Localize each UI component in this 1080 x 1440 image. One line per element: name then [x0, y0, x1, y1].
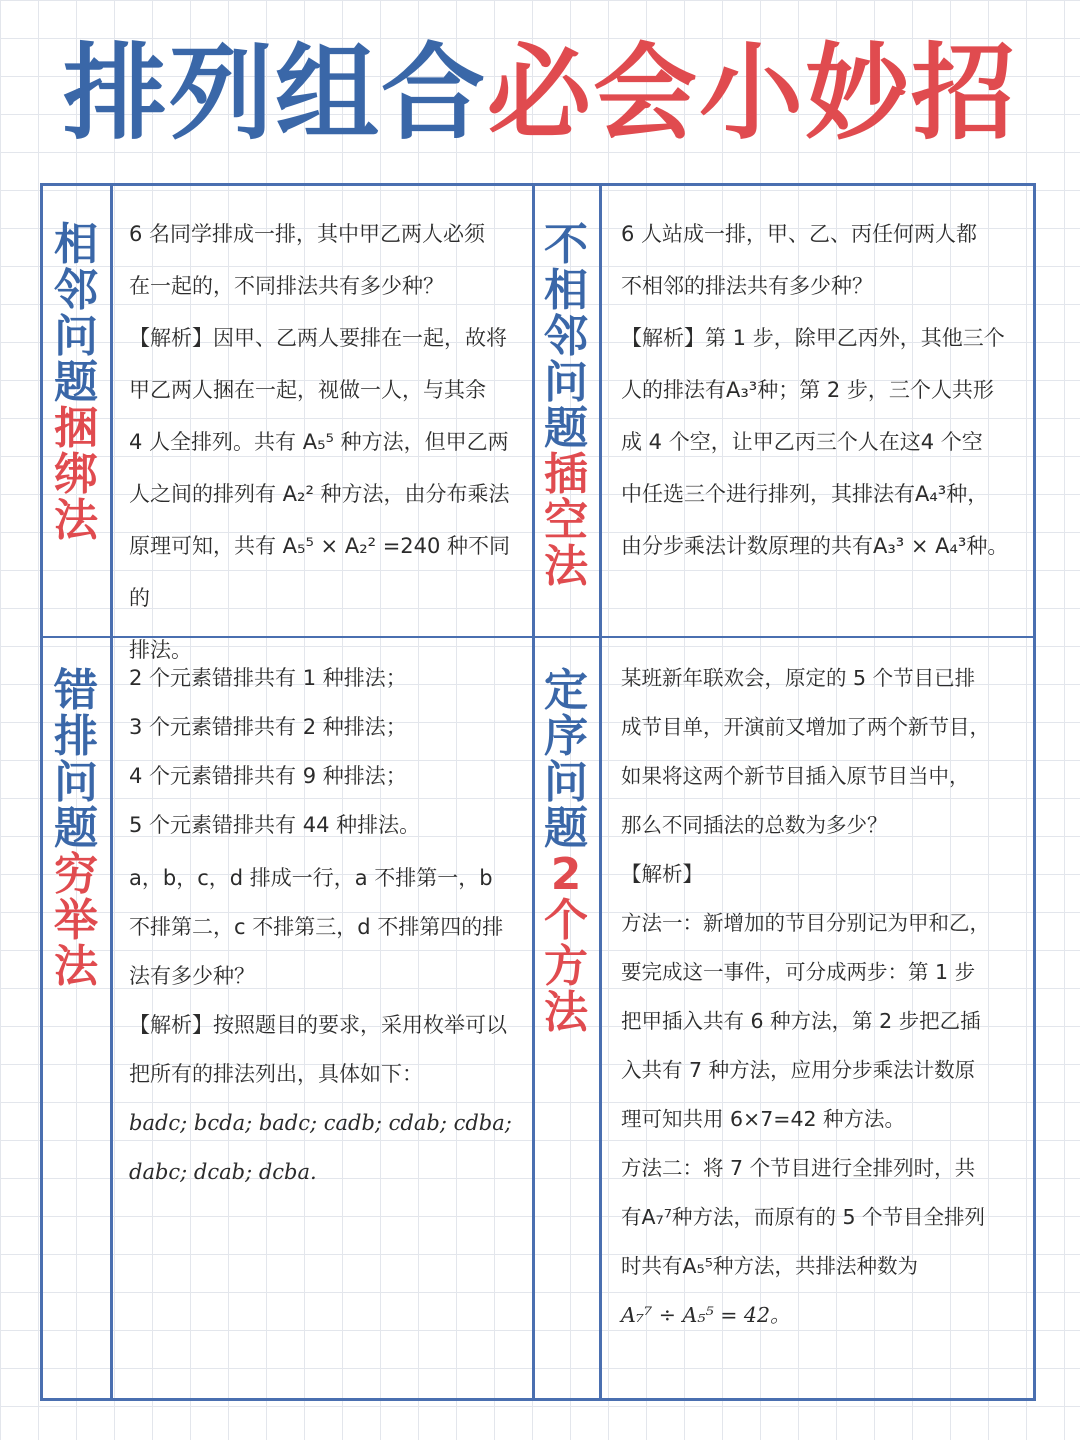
section-content-fixed-order — [621, 654, 1021, 1340]
section-label-derangement — [43, 665, 109, 992]
text-line: 【解析】 — [621, 862, 703, 886]
label-problem: 定序问题 — [544, 665, 588, 854]
section-content-nonadjacent — [621, 208, 1021, 572]
section-label-nonadjacent — [533, 219, 599, 592]
text-line: 不相邻的排法共有多少种？ — [621, 274, 873, 298]
text-line: 【解析】按照题目的要求，采用枚举可以 — [129, 1013, 507, 1037]
section-content-derangement — [129, 654, 524, 1197]
text-line: 人的排法有A₃³种；第 2 步，三个人共形 — [621, 378, 994, 402]
text-line: dabc; dcab; dcba. — [129, 1160, 317, 1184]
text-line: a，b，c，d 排成一行，a 不排第一，b — [129, 866, 493, 890]
text-line: 4 个元素错排共有 9 种排法； — [129, 764, 407, 788]
text-line: 人之间的排列有 A₂² 种方法，由分布乘法 — [129, 482, 510, 506]
text-line: 6 名同学排成一排，其中甲乙两人必须 — [129, 222, 486, 246]
content-board — [40, 183, 1036, 1401]
text-line: 5 个元素错排共有 44 种排法。 — [129, 813, 421, 837]
section-content-adjacent — [129, 208, 524, 676]
text-line: 在一起的，不同排法共有多少种？ — [129, 274, 444, 298]
text-line: 有A₇⁷种方法，而原有的 5 个节目全排列 — [621, 1205, 986, 1229]
text-line: 成节目单，开演前又增加了两个新节目， — [621, 715, 990, 739]
label-problem: 相邻问题 — [54, 219, 98, 408]
title-part-red: 必会小妙招 — [487, 32, 1018, 154]
label-method: 2个方法 — [544, 849, 588, 1038]
title-part-blue: 排列组合 — [62, 32, 487, 154]
text-line: 把甲插入共有 6 种方法，第 2 步把乙插 — [621, 1009, 981, 1033]
text-line: 【解析】第 1 步，除甲乙丙外，其他三个 — [621, 326, 1005, 350]
text-line: 方法一：新增加的节目分别记为甲和乙， — [621, 911, 990, 935]
divider — [599, 186, 602, 1398]
label-method: 捆绑法 — [54, 403, 98, 546]
divider — [110, 186, 113, 1398]
label-problem: 错排问题 — [54, 665, 98, 854]
text-line: 【解析】因甲、乙两人要排在一起，故将 — [129, 326, 507, 350]
text-line: A₇⁷ ÷ A₅⁵ = 42。 — [621, 1303, 791, 1327]
text-line: 法有多少种？ — [129, 964, 255, 988]
text-line: 6 人站成一排，甲、乙、丙任何两人都 — [621, 222, 978, 246]
text-line: 方法二：将 7 个节目进行全排列时，共 — [621, 1156, 976, 1180]
text-line: 2 个元素错排共有 1 种排法； — [129, 666, 407, 690]
text-line: 成 4 个空，让甲乙丙三个人在这4 个空 — [621, 430, 983, 454]
text-line: 把所有的排法列出，具体如下： — [129, 1062, 423, 1086]
text-line: 由分步乘法计数原理的共有A₃³ × A₄³种。 — [621, 534, 1009, 558]
text-line: 原理可知，共有 A₅⁵ × A₂² =240 种不同的 — [129, 534, 511, 610]
section-label-fixed-order — [533, 665, 599, 1038]
text-line: badc; bcda; badc; cadb; cdab; cdba; — [129, 1111, 512, 1135]
label-problem: 不相邻问题 — [544, 219, 588, 454]
text-line: 排法。 — [129, 638, 192, 662]
text-line: 要完成这一事件，可分成两步：第 1 步 — [621, 960, 976, 984]
label-method: 穷举法 — [54, 849, 98, 992]
text-line: 不排第二，c 不排第三，d 不排第四的排 — [129, 915, 504, 939]
text-line: 理可知共用 6×7=42 种方法。 — [621, 1107, 906, 1131]
text-line: 那么不同插法的总数为多少？ — [621, 813, 888, 837]
label-method: 插空法 — [544, 449, 588, 592]
section-label-adjacent — [43, 219, 109, 546]
text-line: 甲乙两人捆在一起，视做一人，与其余 — [129, 378, 486, 402]
text-line: 4 人全排列。共有 A₅⁵ 种方法，但甲乙两 — [129, 430, 509, 454]
text-line: 如果将这两个新节目插入原节目当中， — [621, 764, 970, 788]
text-line: 入共有 7 种方法，应用分步乘法计数原 — [621, 1058, 976, 1082]
text-line: 时共有A₅⁵种方法，共排法种数为 — [621, 1254, 918, 1278]
text-line: 中任选三个进行排列，其排法有A₄³种， — [621, 482, 989, 506]
text-line: 某班新年联欢会，原定的 5 个节目已排 — [621, 666, 976, 690]
page-title — [0, 28, 1080, 158]
text-line: 3 个元素错排共有 2 种排法； — [129, 715, 407, 739]
